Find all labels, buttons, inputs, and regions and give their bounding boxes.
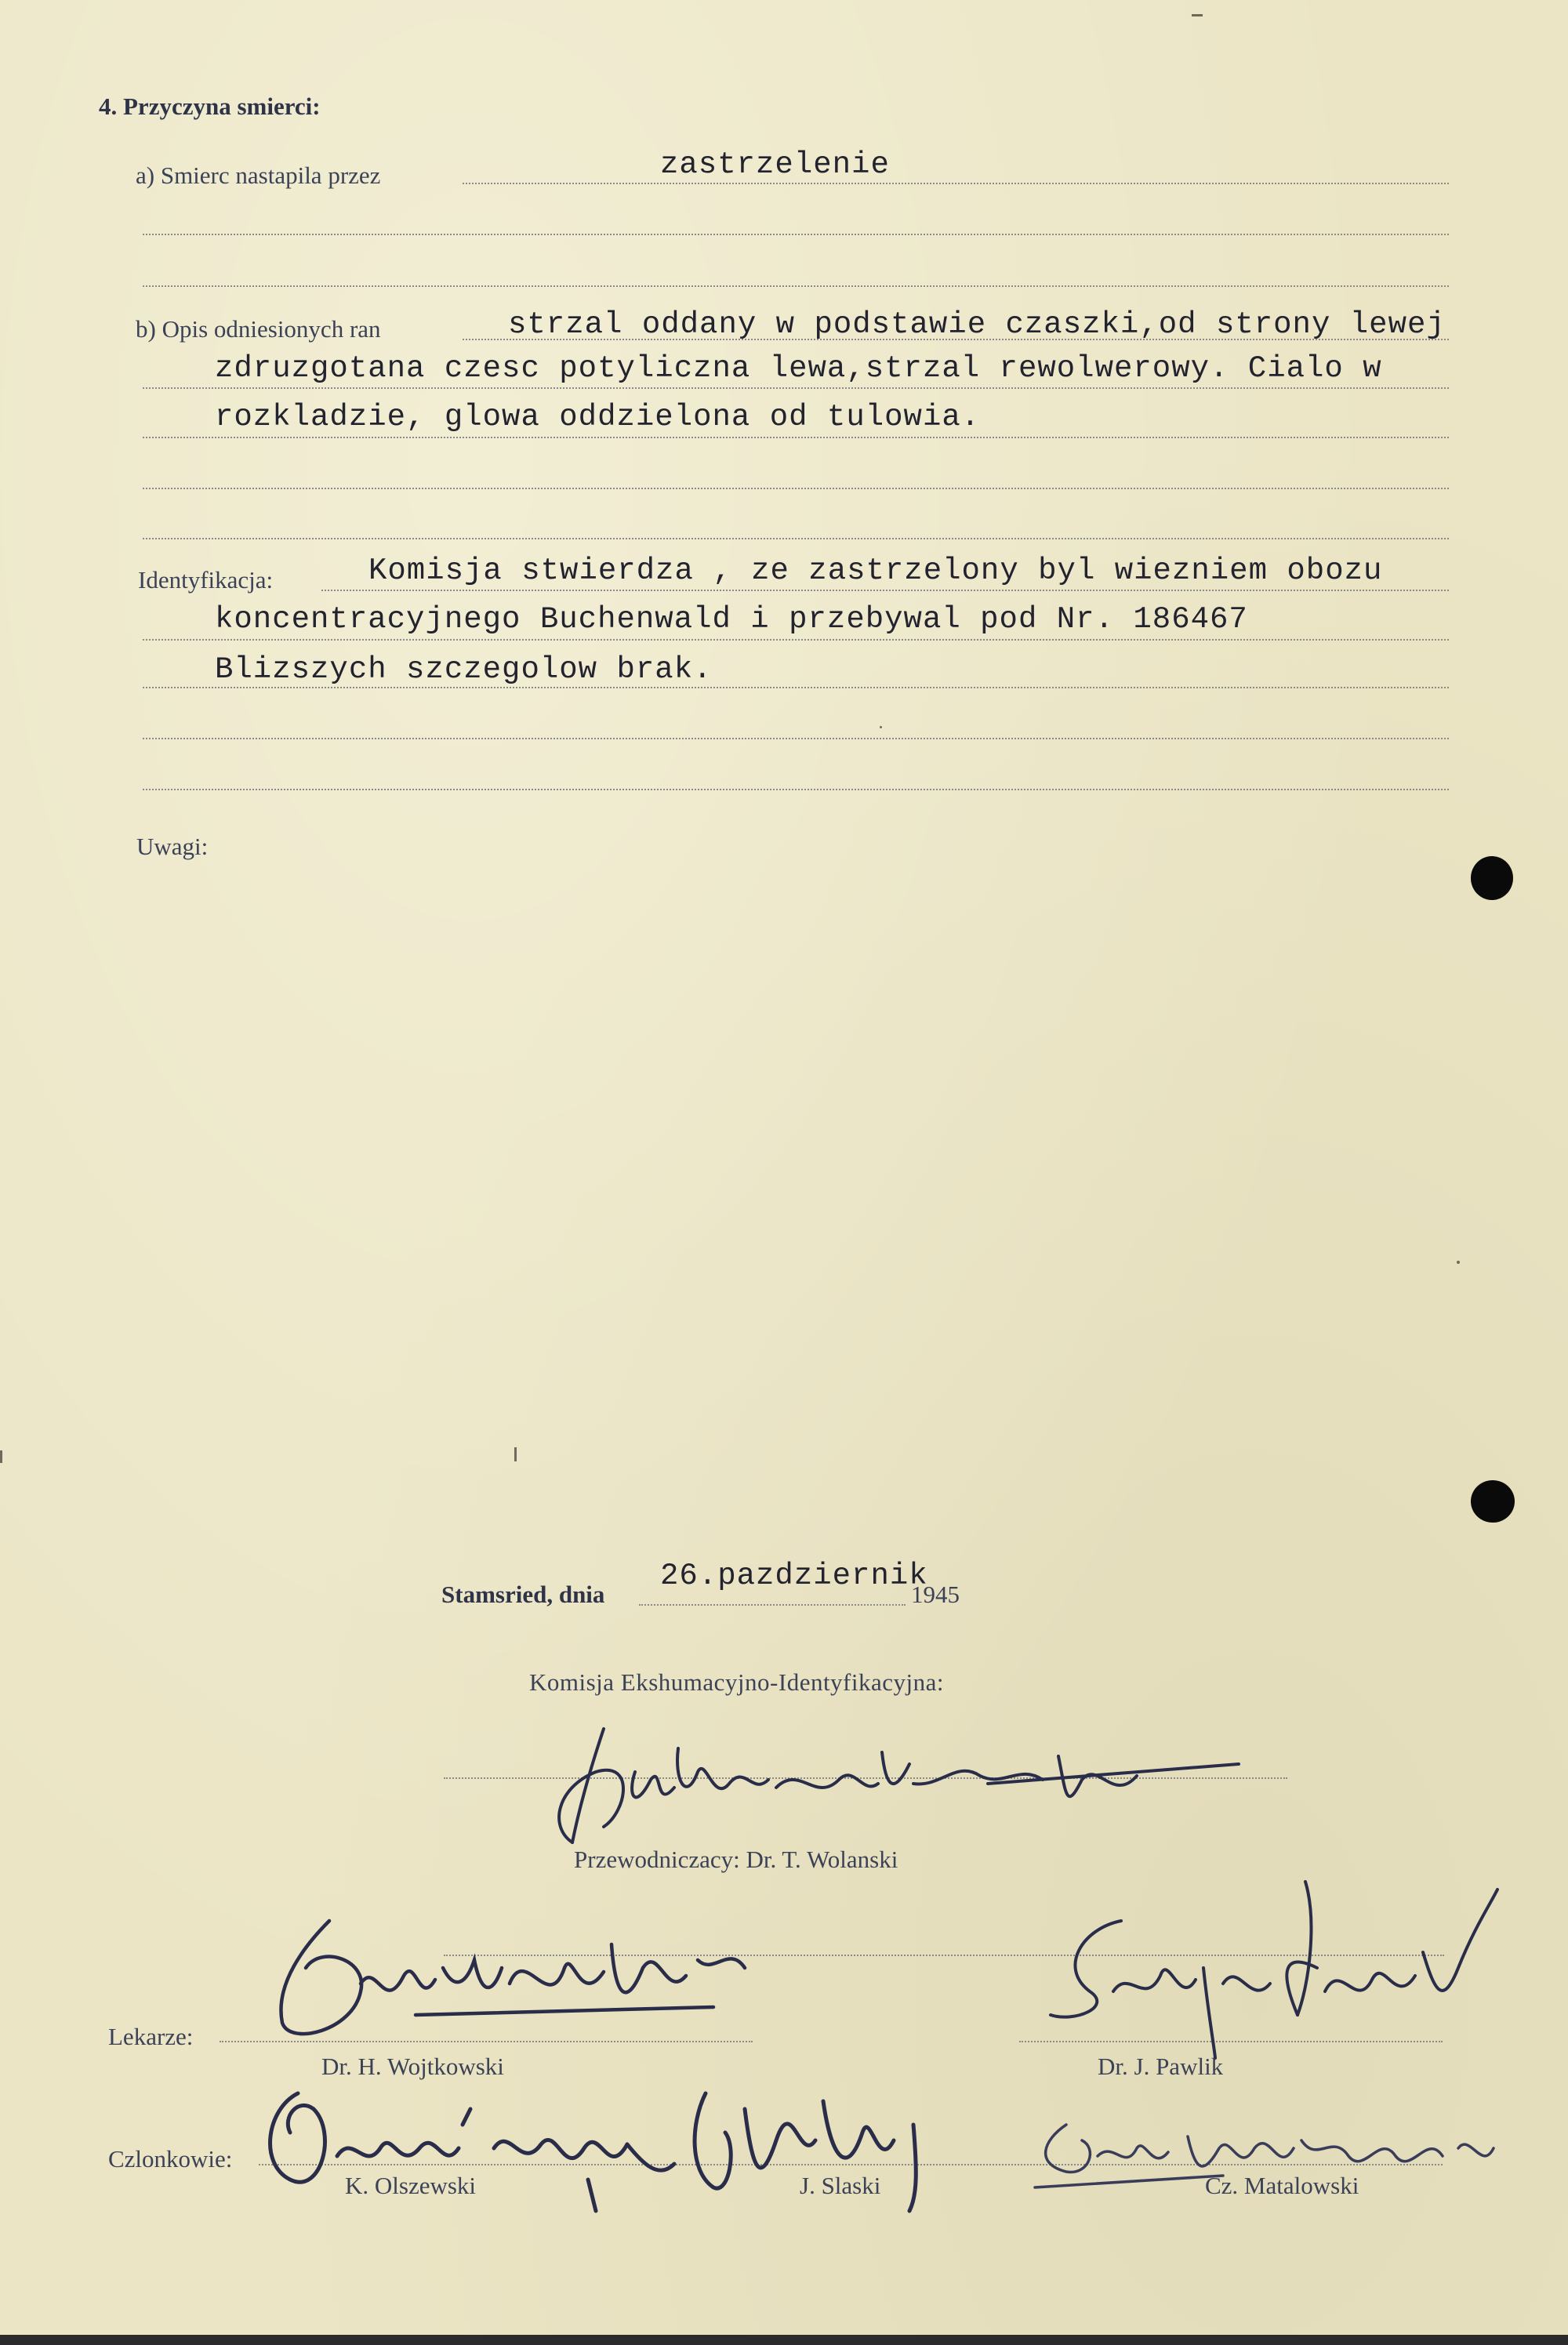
paper-mark [1192, 14, 1203, 16]
doctor-left-signature-drawing [259, 1913, 760, 2054]
blank-dotted-line [143, 789, 1449, 790]
member-signatures-drawing-left [251, 2062, 956, 2219]
identification-label: Identyfikacja: [138, 566, 274, 594]
identification-dotted-line [143, 639, 1449, 641]
identification-dotted-line [143, 687, 1449, 688]
members-label: Czlonkowie: [108, 2145, 233, 2173]
year-printed: 1945 [911, 1581, 960, 1608]
blank-dotted-line [143, 738, 1449, 739]
blank-dotted-line [143, 285, 1449, 287]
identification-line-3: Blizszych szczegolow brak. [215, 652, 713, 687]
member-name-1: K. Olszewski [345, 2172, 477, 2199]
paper-mark [880, 726, 882, 728]
paper-mark [1457, 1261, 1460, 1264]
doctor-right-signature-drawing [1027, 1874, 1513, 2062]
scan-edge [0, 2335, 1568, 2345]
blank-dotted-line [143, 488, 1449, 489]
identification-line-2: koncentracyjnego Buchenwald i przebywal pod Nr. 186467 [215, 602, 1248, 637]
chair-caption: Przewodniczacy: Dr. T. Wolanski [574, 1846, 898, 1873]
doctor-right-name: Dr. J. Pawlik [1098, 2053, 1224, 2080]
remarks-label: Uwagi: [136, 833, 209, 860]
cause-dotted-line [463, 183, 1449, 184]
commission-title: Komisja Ekshumacyjno-Identyfikacyjna: [529, 1668, 945, 1696]
member-name-2: J. Slaski [800, 2172, 881, 2199]
section-heading [99, 93, 321, 121]
date-dotted-line [639, 1604, 906, 1606]
wounds-line-2: zdruzgotana czesc potyliczna lewa,strzal rewolwerowy. Cialo w [215, 351, 1382, 386]
doctor-left-name: Dr. H. Wojtkowski [321, 2053, 504, 2080]
chair-signature-drawing [517, 1717, 1254, 1858]
identification-dotted-line [321, 590, 1449, 591]
wounds-label: b) Opis odniesionych ran [136, 315, 381, 343]
blank-dotted-line [143, 234, 1449, 235]
paper-mark [0, 1450, 2, 1463]
member-signatures-drawing-right [1019, 2101, 1521, 2211]
paper-mark [514, 1447, 517, 1461]
date-value: 26.pazdziernik [660, 1559, 928, 1593]
identification-line-1: Komisja stwierdza , ze zastrzelony byl wiezniem obozu [368, 554, 1383, 588]
cause-label: a) Smierc nastapila przez [136, 162, 381, 189]
punch-hole [1471, 1480, 1515, 1523]
wounds-dotted-line [143, 437, 1449, 438]
doctors-label: Lekarze: [108, 2023, 194, 2050]
place-label: Stamsried, dnia [441, 1581, 605, 1608]
punch-hole [1471, 856, 1513, 900]
member-name-3: Cz. Matalowski [1205, 2172, 1359, 2199]
wounds-line-3: rozkladzie, glowa oddzielona od tulowia. [215, 400, 981, 434]
wounds-dotted-line [143, 387, 1449, 389]
cause-value: zastrzelenie [660, 147, 890, 182]
section-heading-text: 4. Przyczyna smierci: [99, 93, 321, 120]
blank-dotted-line [143, 538, 1449, 539]
wounds-line-1: strzal oddany w podstawie czaszki,od strony lewej [508, 307, 1446, 342]
